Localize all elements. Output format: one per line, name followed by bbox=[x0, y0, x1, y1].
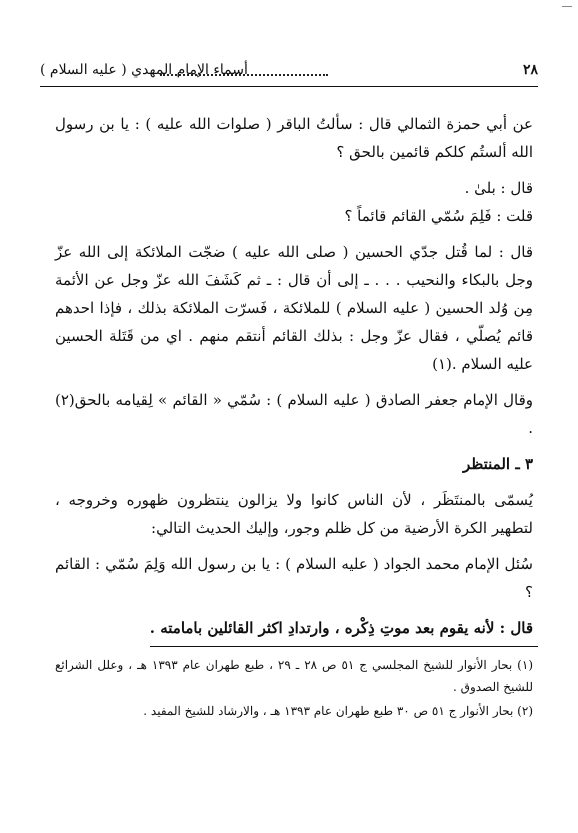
paragraph: قلت : فَلِمَ سُمّي القائم قائماً ؟ bbox=[344, 207, 533, 225]
footnotes bbox=[55, 654, 533, 724]
paragraph: قال : لما قُتل جدّي الحسين ( صلى الله عليه ) ضجّت الملائكة إلى الله عزّ وجل بالبكاء والنحيب . . . ـ إلى أن قال : ـ ثم كَشَفَ الله عزّ وجل عن الأئمة مِن وُلد الحسين ( عليه السلام ) للملائكة ، فَسرّت الملائكة بذلك ، فإذا احدهم قائم يُصلّي ، فقال عزّ وجل : بذلك القائم أنتقم منهم . اي من قَتَلة الحسين عليه السلام .(١) bbox=[55, 243, 533, 373]
footnote-rule bbox=[150, 646, 538, 647]
paragraph: وقال الإمام جعفر الصادق ( عليه السلام ) : سُمّي « القائم » لِقيامه بالحق(٢) . bbox=[55, 391, 533, 437]
paragraph: قال : لأنه يقوم بعد موتِ ذِكْره ، وارتدادِ اكثر القائلين بامامته . bbox=[149, 619, 533, 637]
body-text bbox=[55, 110, 533, 650]
header-rule bbox=[40, 86, 538, 87]
section-heading: ٣ ـ المنتظر bbox=[463, 455, 533, 473]
paragraph: يُسمّى بالمنتَظَر ، لأن الناس كانوا ولا يزالون ينتظرون ظهوره وخروجه ، لتطهير الكرة الأرضية من كل ظلم وجور، وإليك الحديث التالي: bbox=[55, 491, 533, 537]
footnote: (١) بحار الأنوار للشيخ المجلسي ج ٥١ ص ٢٨ ـ ٢٩ ، طبع طهران عام ١٣٩٣ هـ ، وعلل الشرائع للشيخ الصدوق . bbox=[55, 658, 533, 694]
footnote: (٢) بحار الأنوار ج ٥١ ص ٣٠ طبع طهران عام ١٣٩٣ هـ ، والارشاد للشيخ المفيد . bbox=[143, 704, 533, 718]
paragraph: قال : بلىٰ . bbox=[464, 179, 533, 197]
page-corner-mark bbox=[562, 6, 572, 7]
paragraph: عن أبي حمزة الثمالي قال : سألتُ الباقر ( صلوات الله عليه ) : يا بن رسول الله ألستُم كلكم قائمين بالحق ؟ bbox=[55, 115, 533, 161]
running-title: أسماء الإمام المهدي ( عليه السلام ) bbox=[40, 62, 248, 78]
paragraph: سُئل الإمام محمد الجواد ( عليه السلام ) : يا بن رسول الله وَلِمَ سُمّي : القائم ؟ bbox=[55, 555, 533, 601]
page-header bbox=[40, 62, 538, 84]
page-number: ٢٨ bbox=[522, 62, 538, 78]
